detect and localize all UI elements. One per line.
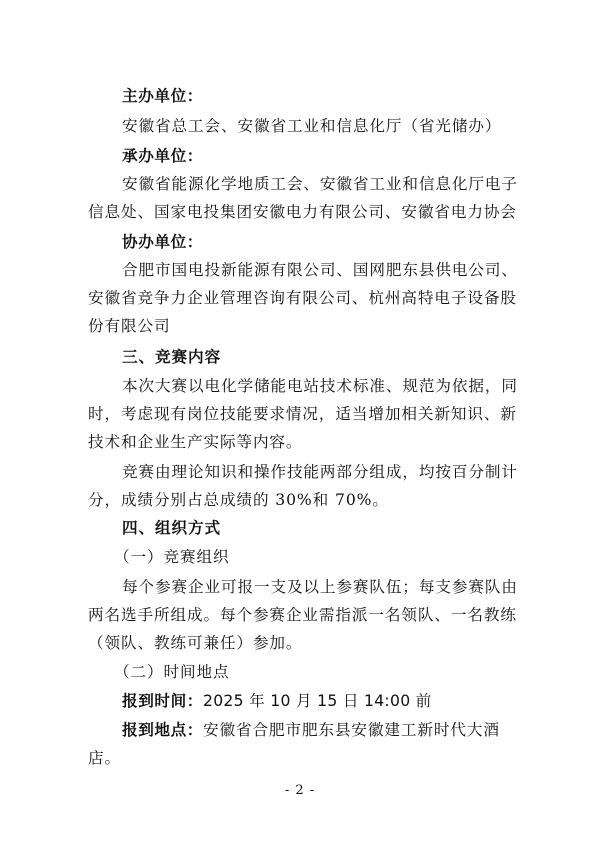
organization-para-line-1: 每个参赛企业可报一支及以上参赛队伍；每支参赛队由 [122,578,518,596]
registration-place [122,720,500,740]
co-organizer-line-3: 份有限公司 [88,317,171,335]
section-heading-content: 三、竞赛内容 [122,348,221,366]
registration-place-label: 报到地点： [122,721,203,739]
co-organizer-label: 协办单位： [122,233,203,251]
content-para1-line-2: 时，考虑现有岗位技能要求情况，适当增加相关新知识、新 [88,405,517,423]
co-organizer-line-1: 合肥市国电投新能源有限公司、国网肥东县供电公司、 [122,261,518,279]
subheading-competition-organization: （一）竞赛组织 [114,548,230,566]
page-number: - 2 - [284,783,316,798]
organizer-line-2: 信息处、国家电投集团安徽电力有限公司、安徽省电力协会 [88,203,517,221]
registration-time-label: 报到时间： [122,692,203,710]
subheading-time-place: （二）时间地点 [114,663,230,681]
organization-para-line-3: （领队、教练可兼任）参加。 [88,634,303,652]
organization-para-line-2: 两名选手所组成。每个参赛企业需指派一名领队、一名教练 [88,606,517,624]
registration-time-value: 2025 年 10 月 15 日 14:00 前 [202,692,432,710]
content-para2-line-2: 分，成绩分别占总成绩的 30%和 70%。 [88,491,389,509]
section-heading-organization: 四、组织方式 [122,519,221,537]
content-para1-line-3: 技术和企业生产实际等内容。 [88,433,303,451]
registration-place-line-2: 店。 [88,749,121,767]
host-line-1: 安徽省总工会、安徽省工业和信息化厅（省光储办） [122,117,502,135]
registration-place-value: 安徽省合肥市肥东县安徽建工新时代大酒 [202,721,500,739]
organizer-line-1: 安徽省能源化学地质工会、安徽省工业和信息化厅电子 [122,175,518,193]
content-para1-line-1: 本次大赛以电化学储能电站技术标准、规范为依据，同 [122,377,518,395]
registration-time [122,691,432,711]
content-para2-line-1: 竞赛由理论知识和操作技能两部分组成，均按百分制计 [122,463,518,481]
host-label: 主办单位： [122,87,203,105]
co-organizer-line-2: 安徽省竞争力企业管理咨询有限公司、杭州高特电子设备股 [88,289,517,307]
organizer-label: 承办单位： [122,147,203,165]
